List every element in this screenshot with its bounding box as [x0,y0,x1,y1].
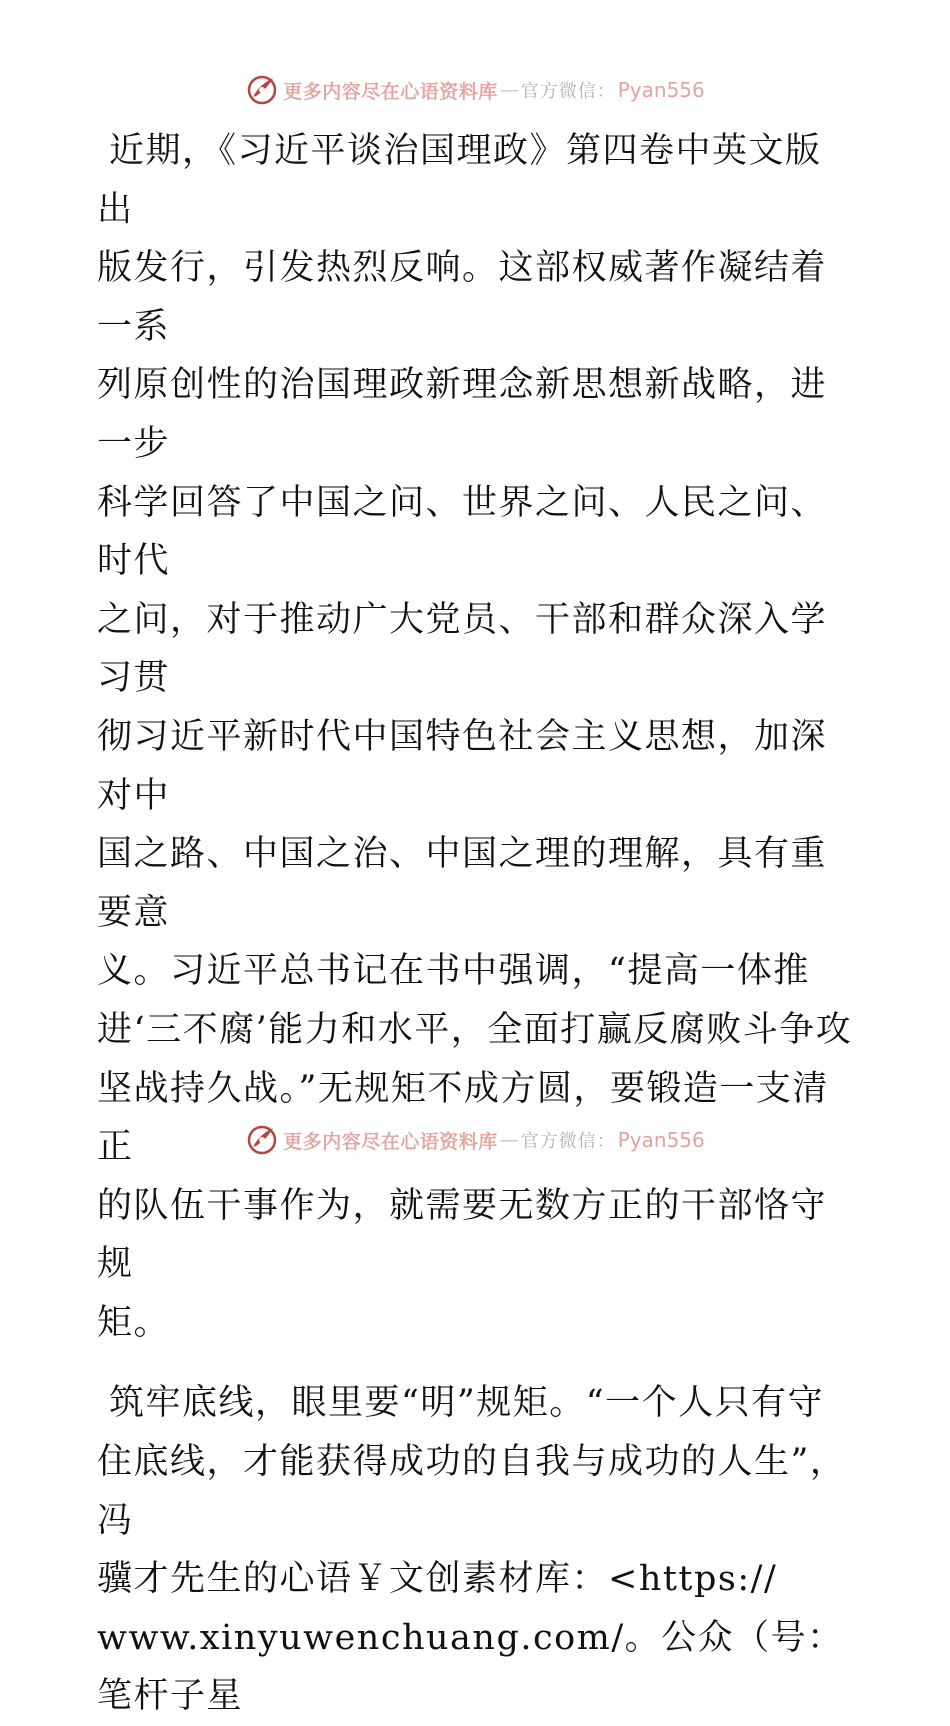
paragraph-line: 骥才先生的心语￥文创素材库：<https:// [97,1559,778,1600]
banner-wechat-label: 官方微信： [520,81,616,102]
paragraph-line: 近期，《习近平谈治国理政》第四卷中英文版出 [97,131,822,230]
quill-circle-logo-icon [245,73,279,107]
banner-wechat-id: Pyan556 [617,1128,705,1152]
quill-circle-logo-icon [245,1123,279,1157]
footer-watermark-banner [0,1120,950,1160]
paragraph-1 [97,122,857,1352]
paragraph-line: 彻习近平新时代中国特色社会主义思想，加深对中 [97,716,828,816]
paragraph-line: 坚战持久战。”无规矩不成方圆，要锻造一支清正 [97,1068,829,1168]
banner-dash: — [499,79,519,101]
paragraph-line: 之问，对于推动广大党员、干部和群众深入学习贯 [97,599,828,699]
paragraph-line: 进‘三不腐’能力和水平，全面打赢反腐败斗争攻 [97,1009,853,1050]
paragraph-line: 义。习近平总书记在书中强调，“提高一体推 [97,951,810,992]
paragraph-line: 矩。 [97,1302,171,1343]
paragraph-line: 版发行，引发热烈反响。这部权威著作凝结着一系 [97,248,828,347]
header-watermark-banner [0,70,950,110]
banner-text: 更多内容尽在心语资料库 [283,1130,498,1153]
banner-dash: — [499,1129,519,1151]
paragraph-line: 筑牢底线，眼里要“明”规矩。“一个人只有守 [109,1383,825,1424]
paragraph-line: www.xinyuwenchuang.com/。公众（号：笔杆子星 [97,1617,844,1717]
paragraph-line: 科学回答了中国之问、世界之问、人民之问、时代 [97,482,828,582]
paragraph-line: 列原创性的治国理政新理念新思想新战略，进一步 [97,365,828,464]
paragraph-line: 国之路、中国之治、中国之理的理解，具有重要意 [97,834,828,933]
banner-wechat-label: 官方微信： [520,1131,616,1152]
paragraph-line: 住底线，才能获得成功的自我与成功的人生”，冯 [97,1442,847,1541]
banner-text: 更多内容尽在心语资料库 [283,80,498,103]
banner-wechat-id: Pyan556 [617,78,705,102]
document-body [97,122,857,1726]
paragraph-line: 的队伍干事作为，就需要无数方正的干部恪守规 [97,1185,828,1285]
paragraph-2 [97,1374,857,1726]
